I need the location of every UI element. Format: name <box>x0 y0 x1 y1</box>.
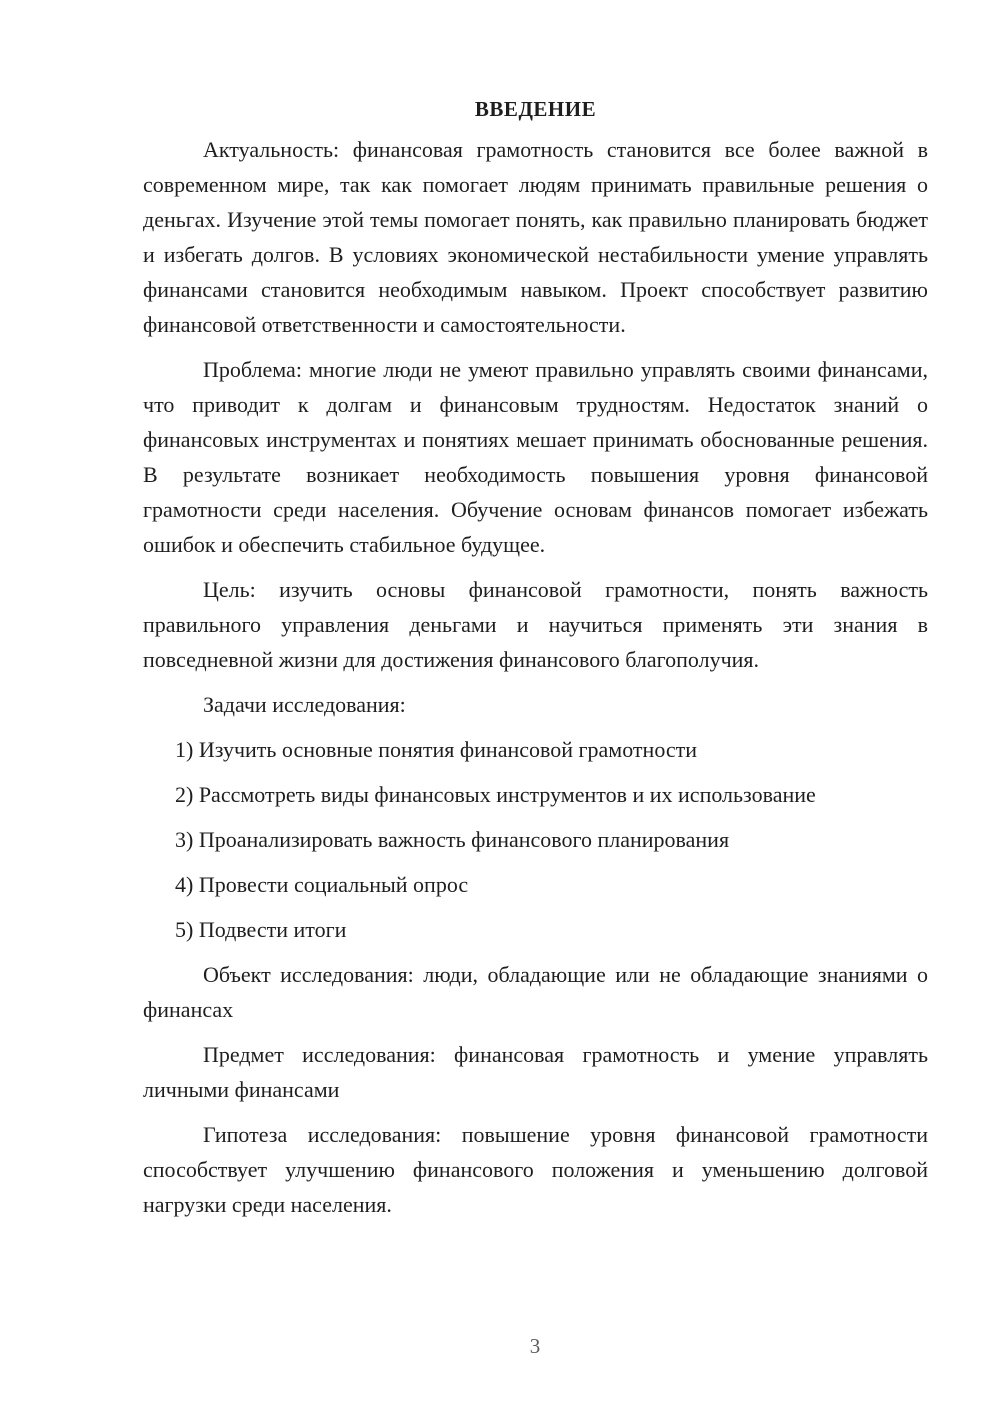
tasks-heading: Задачи исследования: <box>203 692 406 717</box>
page-number: 3 <box>529 1334 541 1358</box>
task-item-1: 1) Изучить основные понятия финансовой грамотности <box>175 737 698 762</box>
tasks-list <box>143 732 928 947</box>
page-title: ВВЕДЕНИЕ <box>474 97 597 121</box>
task-item-3: 3) Проанализировать важность финансового планирования <box>175 827 730 852</box>
paragraph-problem: Проблема: многие люди не умеют правильно управлять своими финансами, что приводит к долгам и финансовым трудностям. Недостаток знаний о финансовых инструментах и понятиях мешает принимать обоснованные решения. В результате возникает необходимость повышения уровня финансовой грамотности среди населения. Обучение основам финансов помогает избежать ошибок и обеспечить стабильное будущее. <box>143 357 928 557</box>
paragraph-hypothesis: Гипотеза исследования: повышение уровня финансовой грамотности способствует улучшению финансового положения и уменьшению долговой нагрузки среди населения. <box>143 1122 928 1217</box>
task-item-4: 4) Провести социальный опрос <box>175 872 469 897</box>
paragraph-object: Объект исследования: люди, обладающие или не обладающие знаниями о финансах <box>143 962 928 1022</box>
task-item-2: 2) Рассмотреть виды финансовых инструментов и их использование <box>175 782 816 807</box>
paragraph-relevance: Актуальность: финансовая грамотность становится все более важной в современном мире, так как помогает людям принимать правильные решения о деньгах. Изучение этой темы помогает понять, как правильно планировать бюджет и избегать долгов. В условиях экономической нестабильности умение управлять финансами становится необходимым навыком. Проект способствует развитию финансовой ответственности и самостоятельности. <box>143 137 928 337</box>
task-item-5: 5) Подвести итоги <box>175 917 347 942</box>
page-content <box>143 92 928 1222</box>
paragraph-subject: Предмет исследования: финансовая грамотность и умение управлять личными финансами <box>143 1042 928 1102</box>
paragraph-goal: Цель: изучить основы финансовой грамотности, понять важность правильного управления деньгами и научиться применять эти знания в повседневной жизни для достижения финансового благополучия. <box>143 577 928 672</box>
